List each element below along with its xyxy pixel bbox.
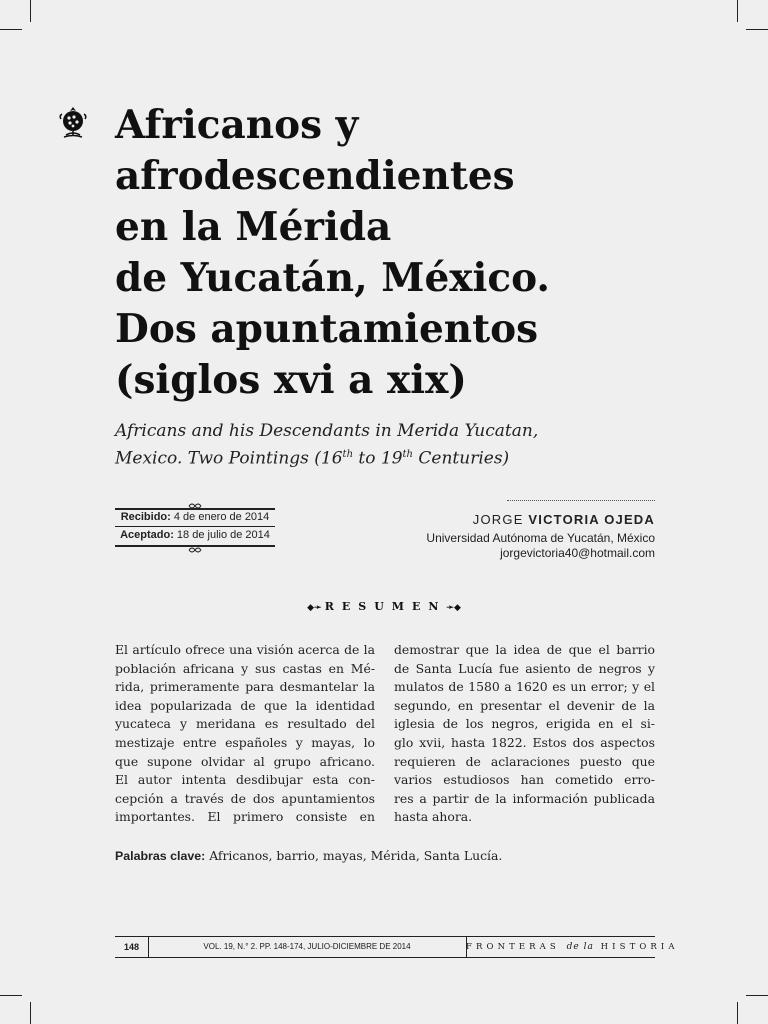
title-line: Dos apuntamientos <box>115 306 539 352</box>
abstract-line: segundo, en presentar el devenir de la <box>394 697 655 713</box>
divider <box>115 508 275 510</box>
author-name <box>395 512 655 527</box>
author-first-name: JORGE <box>472 512 529 527</box>
author-email[interactable]: jorgevictoria40@hotmail.com <box>500 546 655 560</box>
fleuron-icon <box>188 546 202 554</box>
subtitle-text: Centuries) <box>413 448 510 469</box>
title-line: (siglos xvi a xix) <box>115 357 467 403</box>
superscript: th <box>402 449 413 460</box>
abstract-line: El artículo ofrece una visión acerca de la <box>115 642 375 657</box>
crop-mark <box>746 995 768 996</box>
superscript: th <box>342 449 354 460</box>
subtitle-line <box>115 443 675 471</box>
abstract-column-1 <box>115 641 375 827</box>
page-footer <box>115 936 679 958</box>
title-line: Africanos y <box>115 102 359 148</box>
title-line: en la Mérida <box>115 204 392 250</box>
english-subtitle <box>115 420 675 471</box>
divider <box>115 526 275 527</box>
abstract-line: iglesia de los negros, erigida en el si- <box>394 716 655 732</box>
subtitle-text: to 19 <box>353 448 403 469</box>
abstract-line: demostrar que la idea de que el barrio <box>394 642 655 657</box>
abstract-line: requieren de aclaraciones puesto que <box>394 753 655 769</box>
volume-info: VOL. 19, N.° 2. PP. 148-174, JULIO-DICIEMBRE DE 2014 <box>148 937 467 957</box>
abstract-line: glo xvii, hasta 1822. Estos dos aspectos <box>394 734 655 750</box>
journal-name-part: HISTORIA <box>600 942 679 952</box>
resumen-heading <box>0 600 768 613</box>
crop-mark <box>0 29 22 30</box>
received-label: Recibido: <box>120 511 171 523</box>
accepted-date <box>115 529 275 541</box>
journal-name-part: de la <box>566 942 594 952</box>
article-title <box>115 100 675 406</box>
page-number: 148 <box>115 937 149 957</box>
subtitle-text: Mexico. Two Pointings (16 <box>115 448 343 469</box>
keywords <box>115 848 655 863</box>
received-value: 4 de enero de 2014 <box>170 511 270 523</box>
resumen-label: RESUMEN <box>324 600 447 613</box>
abstract-line: varios estudiosos han cometido erro- <box>394 772 655 788</box>
abstract-line: El autor intenta desdibujar esta con- <box>115 772 375 788</box>
author-institution: Universidad Autónoma de Yucatán, México <box>426 531 655 545</box>
title-line: afrodescendientes <box>115 153 515 199</box>
abstract-line: cepción a través de dos apuntamientos <box>115 790 375 806</box>
keywords-value: Africanos, barrio, mayas, Mérida, Santa Lucía. <box>205 848 503 863</box>
abstract-line: importantes. El primero consiste en <box>115 809 375 825</box>
abstract-line: mestizaje entre españoles y mayas, lo <box>115 734 375 750</box>
keywords-label: Palabras clave: <box>115 849 206 863</box>
author-last-name: VICTORIA OJEDA <box>528 512 655 527</box>
dotted-rule <box>507 500 655 501</box>
pomegranate-ornament-icon <box>58 104 88 144</box>
crop-mark <box>737 0 738 22</box>
abstract-line: mulatos de 1580 a 1620 es un error; y el <box>394 679 655 695</box>
author-block <box>395 500 655 560</box>
abstract-line: yucateca y meridana es resultado del <box>115 716 375 732</box>
crop-mark <box>30 1002 31 1024</box>
accepted-value: 18 de julio de 2014 <box>173 529 270 541</box>
received-date <box>115 511 275 523</box>
fleuron-icon: ◆➛ <box>307 603 325 613</box>
crop-mark <box>0 995 22 996</box>
crop-mark <box>30 0 31 22</box>
abstract-column-2 <box>394 641 655 827</box>
crop-mark <box>746 29 768 30</box>
abstract-line: rida, primeramente para desmantelar la <box>115 679 375 695</box>
journal-name-part: FRONTERAS <box>466 942 560 952</box>
crop-mark <box>737 1002 738 1024</box>
journal-name <box>466 937 679 957</box>
abstract-line: de Santa Lucía fue asiento de negros y <box>394 660 655 676</box>
accepted-label: Aceptado: <box>120 529 174 541</box>
abstract-line: idea popularizada de que la identidad <box>115 697 375 713</box>
abstract-line: res a partir de la información publicada <box>394 790 655 806</box>
abstract-line: hasta ahora. <box>394 809 473 825</box>
abstract-line: que supone olvidar al grupo africano. <box>115 753 375 769</box>
fleuron-icon: ➛◆ <box>446 603 461 613</box>
subtitle-line: Africans and his Descendants in Merida Yucatan, <box>115 421 539 441</box>
title-line: de Yucatán, México. <box>115 255 550 301</box>
abstract-line: población africana y sus castas en Mé- <box>115 660 375 676</box>
